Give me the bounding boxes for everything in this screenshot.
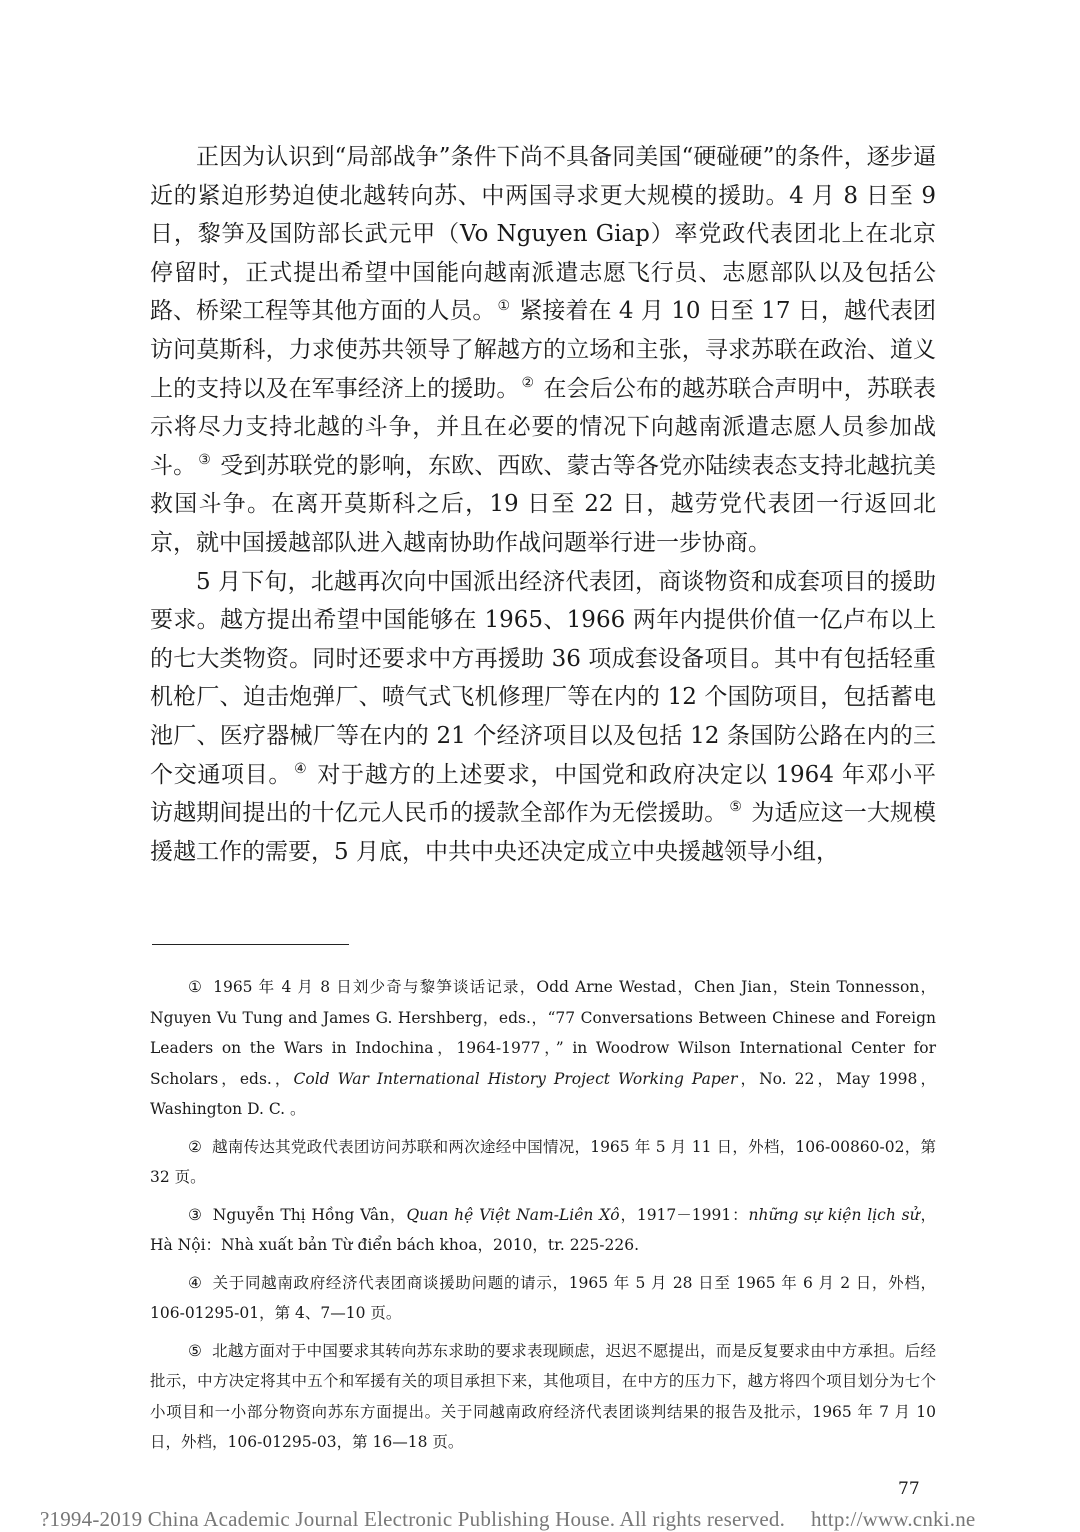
paragraph-2: [150, 563, 936, 872]
paragraph-1-text-c: 在会后公布的越苏联合声明中，苏联表示将尽力支持北越的斗争，并且在必要的情况下向越南派遣志愿人员参加战斗。: [150, 375, 937, 479]
footnote-1-journal-title: Cold War International History Project Working Paper: [293, 1069, 738, 1088]
footnote-divider: [152, 944, 349, 945]
footnote-1: [150, 972, 936, 1125]
main-body-text: [150, 138, 936, 871]
footnote-3: [150, 1200, 936, 1261]
footnote-1-text-a: 1965 年 4 月 8 日刘少奇与黎笋谈话记录，Odd Arne Westad，Chen Jian，Stein Tonnesson，Nguyen Vu Tung and James G. Hershberg，eds.，“77 Conversations Between Chinese and Foreign Leaders on the Wars in Indochina，1964-1977，” in Woodrow Wilson International Center for Scholars，eds.，: [150, 978, 936, 1088]
footnote-3-subtitle: những sự kiện lịch sử: [748, 1205, 920, 1224]
footnote-3-book-title: Quan hệ Việt Nam-Liên Xô: [406, 1205, 620, 1224]
footnote-3-years: ，1917－1991：: [619, 1205, 749, 1224]
footnote-1-text-c: ，No. 22，May 1998，Washington D. C. 。: [150, 1069, 936, 1118]
copyright-url[interactable]: http://www.cnki.ne: [811, 1507, 976, 1531]
footnote-3-author: Nguyễn Thị Hồng Vân，: [212, 1205, 407, 1224]
paragraph-1-text-b: 紧接着在 4 月 10 日至 17 日，越代表团访问莫斯科，力求使苏共领导了解越方的立场和主张，寻求苏联在政治、道义上的支持以及在军事经济上的援助。: [150, 298, 936, 402]
paragraph-2-text-a: 5 月下旬，北越再次向中国派出经济代表团，商谈物资和成套项目的援助要求。越方提出希望中国能够在 1965、1966 两年内提供价值一亿卢布以上的七大类物资。同时还要求中方再援助 36 项成套设备项目。其中有包括轻重机枪厂、迫击炮弹厂、喷气式飞机修理厂等在内的 12 个国防项目，包括蓄电池厂、医疗器械厂等在内的 21 个经济项目以及包括 12 条国防公路在内的三个交通项目。: [150, 568, 936, 788]
footnote-5: [150, 1336, 936, 1458]
copyright-watermark: [40, 1507, 1080, 1532]
footnote-2-text: 越南传达其党政代表团访问苏联和两次途经中国情况，1965 年 5 月 11 日，外档，106-00860-02，第 32 页。: [150, 1137, 936, 1186]
footnote-2-number: ②: [188, 1137, 203, 1156]
footnote-5-text: 北越方面对于中国要求其转向苏东求助的要求表现顾虑，迟迟不愿提出，而是反复要求由中方承担。后经批示，中方决定将其中五个和军援有关的项目承担下来，其他项目，在中方的压力下，越方将四个项目划分为七个小项目和一小部分物资向苏东方面提出。关于同越南政府经济代表团谈判结果的报告及批示，1965 年 7 月 10 日，外档，106-01295-03，第 16—18 页。: [150, 1341, 936, 1451]
footnote-4: [150, 1268, 936, 1329]
footnote-ref-4[interactable]: ④: [294, 760, 308, 777]
footnote-4-text: 关于同越南政府经济代表团商谈援助问题的请示，1965 年 5 月 28 日至 1965 年 6 月 2 日，外档，106-01295-01，第 4、7—10 页。: [150, 1273, 936, 1322]
footnotes-section: [150, 972, 936, 1465]
footnote-ref-3[interactable]: ③: [198, 452, 211, 469]
footnote-2: [150, 1132, 936, 1193]
footnote-3-publisher: ，Hà Nội：Nhà xuất bản Từ điển bách khoa，2010，tr. 225-226.: [150, 1205, 936, 1254]
copyright-text: ?1994-2019 China Academic Journal Electronic Publishing House. All rights reserved.: [40, 1507, 786, 1531]
paragraph-1-text-d: 受到苏联党的影响，东欧、西欧、蒙古等各党亦陆续表态支持北越抗美救国斗争。在离开莫斯科之后，19 日至 22 日，越劳党代表团一行返回北京，就中国援越部队进入越南协助作战问题举行进一步协商。: [150, 452, 937, 556]
page-number: 77: [898, 1479, 920, 1499]
footnote-ref-2[interactable]: ②: [521, 374, 535, 391]
paragraph-2-text-b: 对于越方的上述要求，中国党和政府决定以 1964 年邓小平访越期间提出的十亿元人民币的援款全部作为无偿援助。: [150, 761, 937, 827]
footnote-1-number: ①: [188, 978, 204, 996]
paragraph-1: [150, 138, 936, 563]
footnote-4-number: ④: [188, 1273, 203, 1292]
footnote-ref-5[interactable]: ⑤: [729, 799, 742, 816]
footnote-3-number: ③: [188, 1205, 203, 1224]
footnote-5-number: ⑤: [188, 1341, 203, 1360]
footnote-ref-1[interactable]: ①: [497, 297, 511, 314]
paragraph-2-text-c: 为适应这一大规模援越工作的需要，5 月底，中共中央还决定成立中央援越领导小组，: [150, 800, 937, 865]
paragraph-1-text-a: 正因为认识到“局部战争”条件下尚不具备同美国“硬碰硬”的条件，逐步逼近的紧迫形势迫使北越转向苏、中两国寻求更大规模的援助。4 月 8 日至 9 日，黎笋及国防部长武元甲（Vo Nguyen Giap）率党政代表团北上在北京停留时，正式提出希望中国能向越南派遣志愿飞行员、志愿部队以及包括公路、桥梁工程等其他方面的人员。: [150, 144, 936, 325]
